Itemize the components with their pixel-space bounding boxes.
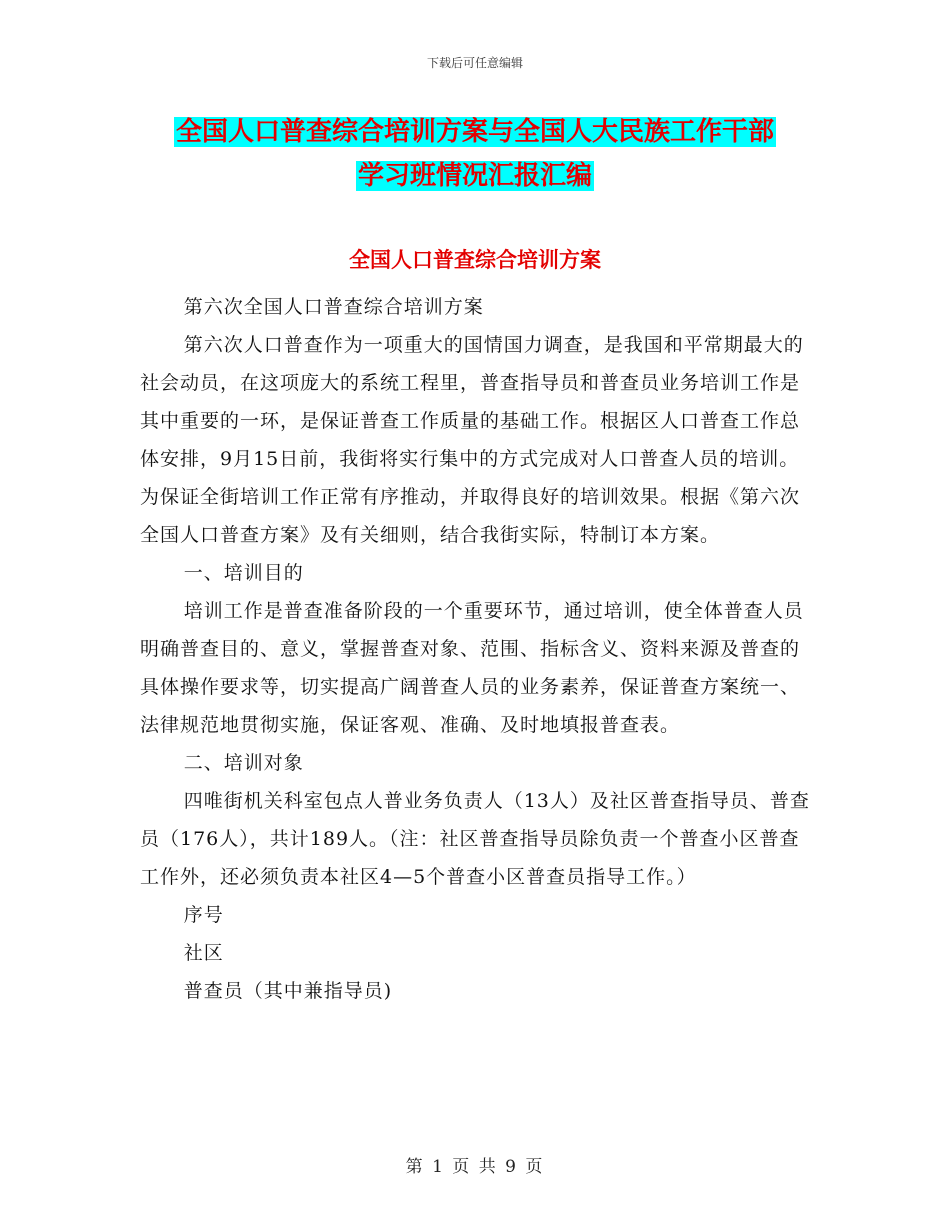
- page-footer: 第 1 页 共 9 页: [405, 1157, 545, 1177]
- heading-training-targets: 二、培训对象: [183, 752, 304, 774]
- table-label-enumerators: 普查员（其中兼指导员): [183, 980, 393, 1002]
- document-body: [140, 288, 810, 1010]
- table-label-community: 社区: [183, 942, 224, 964]
- section-title: 全国人口普查综合培训方案: [349, 248, 601, 272]
- paragraph-subtitle: 第六次全国人口普查综合培训方案: [183, 296, 484, 318]
- document-title-line-2-text: 学习班情况汇报汇编: [357, 161, 592, 191]
- document-title-line-1: [140, 110, 810, 154]
- document-title-line-2: [140, 154, 810, 198]
- heading-training-purpose: 一、培训目的: [183, 562, 304, 584]
- paragraph-training-targets: 四唯街机关科室包点人普业务负责人（13人）及社区普查指导员、普查员（176人），共计189人。（注：社区普查指导员除负责一个普查小区普查工作外，还必须负责本社区4—5个普查小区普查员指导工作。）: [140, 790, 810, 888]
- paragraph-training-purpose: 培训工作是普查准备阶段的一个重要环节，通过培训，使全体普查人员明确普查目的、意义，掌握普查对象、范围、指标含义、资料来源及普查的具体操作要求等，切实提高广阔普查人员的业务素养，保证普查方案统一、法律规范地贯彻实施，保证客观、准确、及时地填报普查表。: [140, 600, 804, 736]
- header-note: 下载后可任意编辑: [426, 56, 523, 70]
- document-title-line-1-text: 全国人口普查综合培训方案与全国人大民族工作干部: [175, 117, 774, 147]
- table-label-serial: 序号: [183, 904, 224, 926]
- paragraph-intro: 第六次人口普查作为一项重大的国情国力调查，是我国和平常期最大的社会动员，在这项庞大的系统工程里，普查指导员和普查员业务培训工作是其中重要的一环，是保证普查工作质量的基础工作。根据区人口普查工作总体安排，9月15日前，我街将实行集中的方式完成对人口普查人员的培训。为保证全街培训工作正常有序推动，并取得良好的培训效果。根据《第六次全国人口普查方案》及有关细则，结合我街实际，特制订本方案。: [140, 334, 804, 546]
